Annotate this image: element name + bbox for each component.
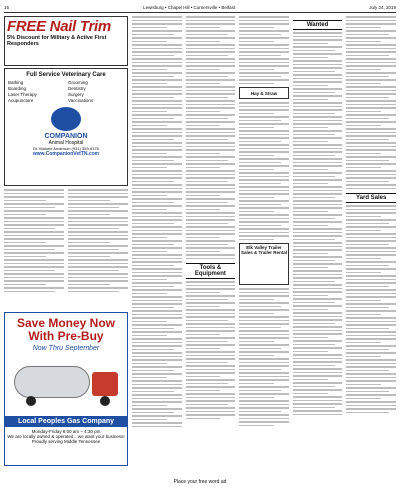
placeholder-lines	[293, 32, 343, 415]
classified-column	[186, 16, 236, 478]
vet-service: Bathing	[8, 80, 24, 85]
section-heading: Tools & Equipment	[186, 263, 236, 279]
classified-column	[346, 16, 396, 478]
vet-service: Grooming	[68, 80, 88, 85]
trailer-box-title: Elk Valley Trailer Sales & Trailer Rental	[240, 245, 287, 255]
classifieds-grid	[132, 16, 396, 478]
vet-service-list	[8, 80, 124, 103]
placeholder-lines	[239, 16, 289, 84]
nail-ad-title: FREE Nail Trim	[7, 18, 111, 35]
hay-box-title: Hay & Straw	[250, 91, 278, 96]
placeholder-lines	[239, 102, 289, 240]
hay-box	[239, 87, 289, 99]
placeholder-lines	[186, 281, 236, 419]
vet-service: Acupuncture	[8, 98, 34, 103]
vet-ad[interactable]	[4, 68, 128, 186]
classified-column	[293, 16, 343, 478]
vet-service: Boarding	[8, 86, 27, 91]
propane-call: Proudly serving Middle Tennessee	[31, 439, 101, 444]
vet-subtitle: Animal Hospital	[48, 140, 84, 146]
sidebar	[4, 16, 128, 466]
vet-ad-heading: Full Service Veterinary Care	[26, 72, 106, 78]
page-header	[4, 3, 396, 13]
propane-hours: Monday-Friday 8:00 am – 4:30 pm	[31, 429, 101, 434]
placeholder-lines	[132, 16, 182, 427]
placeholder-lines	[346, 16, 396, 189]
issue-date: July 24, 2019	[369, 5, 396, 10]
section-heading: Wanted	[293, 20, 343, 30]
vet-service: Dentistry	[68, 86, 86, 91]
propane-tagline: We are locally owned & operated…we want your business!	[7, 434, 125, 439]
propane-truck-icon	[14, 360, 118, 406]
page-number: 16	[4, 5, 10, 10]
placeholder-lines	[68, 189, 128, 309]
vet-doctor: Dr. Malorie Anderson (931) 359-6376	[33, 146, 99, 151]
placeholder-lines	[239, 288, 289, 426]
vet-service: Surgery	[68, 92, 84, 97]
placeholder-lines	[186, 16, 236, 259]
page-footer: Place your free word ad	[173, 479, 227, 485]
placeholder-lines	[4, 189, 64, 309]
classified-column	[132, 16, 182, 478]
vet-service: Laser Therapy	[8, 92, 37, 97]
propane-company: Local Peoples Gas Company	[5, 416, 127, 427]
propane-ad[interactable]	[4, 312, 128, 466]
classified-column	[239, 16, 289, 478]
vet-service: Vaccinations	[68, 98, 94, 103]
vet-name: COMPANION	[44, 133, 88, 140]
sidebar-columns	[4, 189, 128, 309]
trailer-logo-box	[239, 243, 289, 285]
nail-ad-discount: 5% Discount for Military & Active First Responders	[7, 35, 107, 47]
propane-ad-title: Save Money Now With Pre-Buy	[16, 316, 116, 343]
nail-trim-ad[interactable]	[4, 16, 128, 66]
placeholder-lines	[346, 205, 396, 413]
paper-title: Lewisburg • Chapel Hill • Cornersville • Belfast	[143, 5, 236, 10]
paw-logo-icon	[51, 107, 81, 131]
propane-ad-subtitle: Now Thru September	[32, 345, 100, 352]
section-heading: Yard Sales	[346, 193, 396, 203]
vet-url[interactable]: www.CompanionVetTN.com	[32, 151, 100, 157]
